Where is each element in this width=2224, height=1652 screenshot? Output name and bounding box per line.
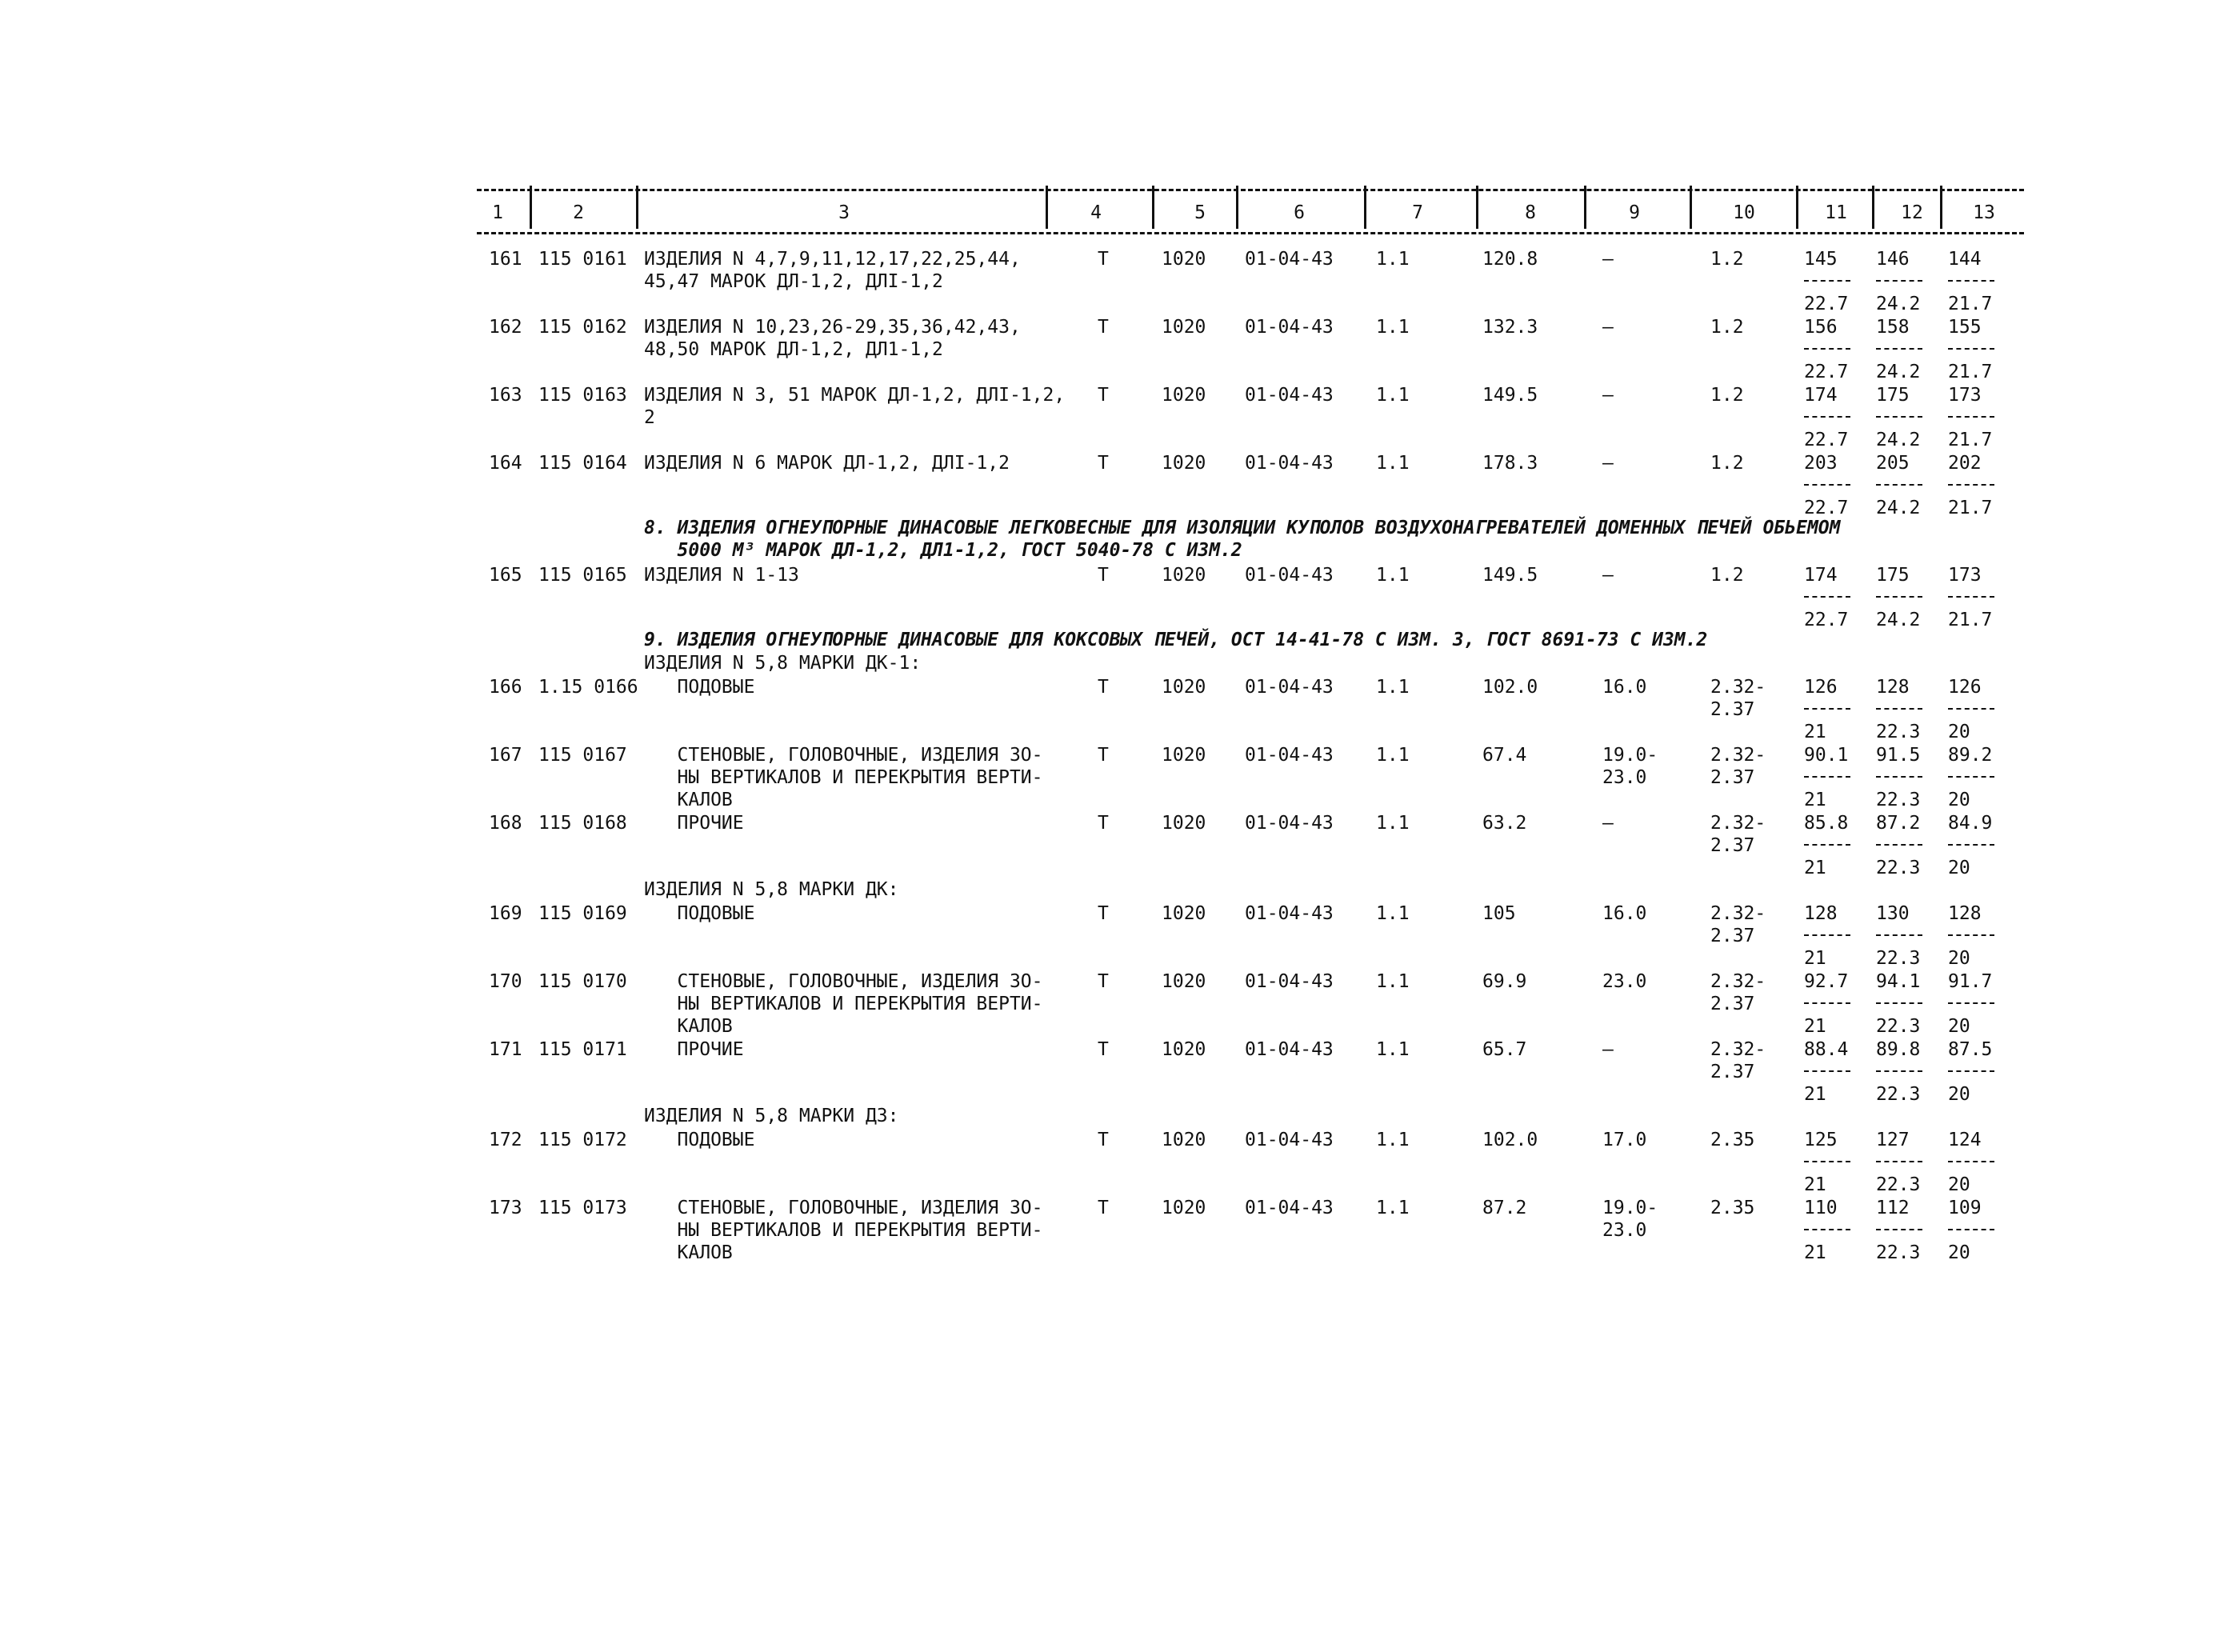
c13-denominator: 20: [1948, 1242, 1970, 1263]
col7-cell: 1.1: [1376, 903, 1410, 924]
c13-denominator: 21.7: [1948, 498, 1993, 518]
fraction-rule: [1948, 1161, 1994, 1162]
col7-cell: 1.1: [1376, 249, 1410, 270]
unit-cell: Т: [1098, 813, 1109, 834]
col7-cell: 1.1: [1376, 565, 1410, 586]
col5-cell: 1020: [1162, 1198, 1206, 1218]
fraction-rule: [1948, 1229, 1994, 1230]
fraction-rule: [1804, 596, 1850, 598]
row-number: 172: [489, 1130, 522, 1150]
c11-denominator: 22.7: [1804, 498, 1849, 518]
price-cell: 102.0: [1482, 677, 1538, 698]
fraction-rule: [1876, 1002, 1922, 1004]
column-header: 5: [1194, 202, 1206, 223]
c12-numerator: 127: [1876, 1130, 1910, 1150]
col10-cell: 2.37: [1710, 767, 1755, 788]
col7-cell: 1.1: [1376, 1198, 1410, 1218]
item-description: 45,47 МАРОК ДЛ-1,2, ДЛI-1,2: [644, 271, 943, 292]
price-cell: 69.9: [1482, 971, 1527, 992]
fraction-rule: [1948, 348, 1994, 350]
fraction-rule: [1876, 484, 1922, 486]
c12-denominator: 24.2: [1876, 430, 1921, 450]
item-description: ПОДОВЫЕ: [644, 677, 755, 698]
c12-numerator: 205: [1876, 453, 1910, 474]
col9-cell: 23.0: [1602, 767, 1647, 788]
col9-cell: –: [1602, 317, 1614, 338]
fraction-rule: [1948, 776, 1994, 778]
fraction-rule: [1876, 844, 1922, 846]
c12-denominator: 22.3: [1876, 1016, 1921, 1037]
c12-numerator: 94.1: [1876, 971, 1921, 992]
c12-denominator: 22.3: [1876, 858, 1921, 878]
fraction-rule: [1804, 776, 1850, 778]
fraction-rule: [1948, 934, 1994, 936]
c11-denominator: 22.7: [1804, 294, 1849, 314]
unit-cell: Т: [1098, 317, 1109, 338]
unit-cell: Т: [1098, 453, 1109, 474]
fraction-rule: [1948, 844, 1994, 846]
fraction-rule: [1804, 416, 1850, 418]
item-code: 115 0164: [538, 453, 627, 474]
item-description: ИЗДЕЛИЯ N 6 МАРОК ДЛ-1,2, ДЛI-1,2: [644, 453, 1010, 474]
unit-cell: Т: [1098, 565, 1109, 586]
c13-numerator: 89.2: [1948, 745, 1993, 766]
col10-cell: 1.2: [1710, 385, 1744, 406]
c12-denominator: 24.2: [1876, 294, 1921, 314]
column-header: 10: [1733, 202, 1755, 223]
fraction-rule: [1876, 596, 1922, 598]
item-description: КАЛОВ: [644, 1242, 733, 1263]
item-description: СТЕНОВЫЕ, ГОЛОВОЧНЫЕ, ИЗДЕЛИЯ ЗО-: [644, 745, 1043, 766]
row-number: 171: [489, 1039, 522, 1060]
col7-cell: 1.1: [1376, 385, 1410, 406]
item-code: 115 0167: [538, 745, 627, 766]
group-subheading: ИЗДЕЛИЯ N 5,8 МАРКИ ДЗ:: [644, 1106, 899, 1126]
c13-denominator: 20: [1948, 722, 1970, 742]
fraction-rule: [1804, 484, 1850, 486]
unit-cell: Т: [1098, 971, 1109, 992]
col5-cell: 1020: [1162, 971, 1206, 992]
item-description: КАЛОВ: [644, 1016, 733, 1037]
unit-cell: Т: [1098, 385, 1109, 406]
fraction-rule: [1948, 1070, 1994, 1072]
item-code: 115 0171: [538, 1039, 627, 1060]
item-description: ПРОЧИЕ: [644, 813, 744, 834]
col10-cell: 2.37: [1710, 699, 1755, 720]
fraction-rule: [1804, 280, 1850, 282]
price-cell: 178.3: [1482, 453, 1538, 474]
c13-denominator: 20: [1948, 858, 1970, 878]
column-header: 13: [1973, 202, 1995, 223]
c12-denominator: 24.2: [1876, 498, 1921, 518]
item-description: СТЕНОВЫЕ, ГОЛОВОЧНЫЕ, ИЗДЕЛИЯ ЗО-: [644, 971, 1043, 992]
col10-cell: 2.37: [1710, 1062, 1755, 1082]
unit-cell: Т: [1098, 249, 1109, 270]
row-number: 168: [489, 813, 522, 834]
c13-numerator: 91.7: [1948, 971, 1993, 992]
col7-cell: 1.1: [1376, 453, 1410, 474]
row-number: 164: [489, 453, 522, 474]
col10-cell: 2.35: [1710, 1198, 1755, 1218]
column-header: 6: [1294, 202, 1305, 223]
c11-numerator: 174: [1804, 385, 1838, 406]
c11-denominator: 21: [1804, 1242, 1826, 1263]
col7-cell: 1.1: [1376, 1130, 1410, 1150]
fraction-rule: [1876, 416, 1922, 418]
header-separator: [530, 186, 532, 229]
col10-cell: 1.2: [1710, 453, 1744, 474]
c13-numerator: 155: [1948, 317, 1982, 338]
c11-numerator: 85.8: [1804, 813, 1849, 834]
group-subheading: ИЗДЕЛИЯ N 5,8 МАРКИ ДК-1:: [644, 653, 922, 674]
c13-denominator: 21.7: [1948, 430, 1993, 450]
section-heading: 5000 М³ МАРОК ДЛ-1,2, ДЛ1-1,2, ГОСТ 5040-78 С ИЗМ.2: [644, 540, 1242, 561]
price-cell: 132.3: [1482, 317, 1538, 338]
item-code: 1.15 0166: [538, 677, 638, 698]
col5-cell: 1020: [1162, 385, 1206, 406]
header-separator: [1152, 186, 1154, 229]
c12-numerator: 130: [1876, 903, 1910, 924]
item-code: 115 0172: [538, 1130, 627, 1150]
c11-denominator: 21: [1804, 1084, 1826, 1105]
col7-cell: 1.1: [1376, 745, 1410, 766]
c12-denominator: 24.2: [1876, 610, 1921, 630]
fraction-rule: [1804, 1070, 1850, 1072]
col10-cell: 2.32-: [1710, 813, 1766, 834]
c11-denominator: 21: [1804, 948, 1826, 969]
fraction-rule: [1804, 934, 1850, 936]
item-description: ПОДОВЫЕ: [644, 1130, 755, 1150]
c11-denominator: 21: [1804, 1174, 1826, 1195]
c11-denominator: 21: [1804, 790, 1826, 810]
col10-cell: 2.37: [1710, 835, 1755, 856]
col7-cell: 1.1: [1376, 1039, 1410, 1060]
c13-numerator: 124: [1948, 1130, 1982, 1150]
col9-cell: 19.0-: [1602, 1198, 1658, 1218]
row-number: 166: [489, 677, 522, 698]
c11-denominator: 22.7: [1804, 610, 1849, 630]
col6-cell: 01-04-43: [1245, 677, 1334, 698]
item-description: 2: [644, 407, 655, 428]
c13-numerator: 173: [1948, 565, 1982, 586]
c12-denominator: 22.3: [1876, 790, 1921, 810]
row-number: 167: [489, 745, 522, 766]
price-cell: 149.5: [1482, 385, 1538, 406]
c11-numerator: 126: [1804, 677, 1838, 698]
c13-numerator: 128: [1948, 903, 1982, 924]
c12-denominator: 22.3: [1876, 948, 1921, 969]
column-header: 4: [1090, 202, 1102, 223]
fraction-rule: [1948, 416, 1994, 418]
item-description: НЫ ВЕРТИКАЛОВ И ПЕРЕКРЫТИЯ ВЕРТИ-: [644, 1220, 1043, 1241]
row-number: 170: [489, 971, 522, 992]
col9-cell: 23.0: [1602, 971, 1647, 992]
fraction-rule: [1876, 1070, 1922, 1072]
fraction-rule: [1804, 708, 1850, 710]
col10-cell: 2.32-: [1710, 903, 1766, 924]
fraction-rule: [1948, 484, 1994, 486]
c13-denominator: 20: [1948, 790, 1970, 810]
header-separator: [1690, 186, 1692, 229]
col5-cell: 1020: [1162, 813, 1206, 834]
c11-numerator: 125: [1804, 1130, 1838, 1150]
c13-numerator: 202: [1948, 453, 1982, 474]
c13-numerator: 144: [1948, 249, 1982, 270]
price-cell: 87.2: [1482, 1198, 1527, 1218]
c12-denominator: 22.3: [1876, 1084, 1921, 1105]
row-number: 173: [489, 1198, 522, 1218]
c11-numerator: 90.1: [1804, 745, 1849, 766]
c12-denominator: 22.3: [1876, 722, 1921, 742]
item-description: НЫ ВЕРТИКАЛОВ И ПЕРЕКРЫТИЯ ВЕРТИ-: [644, 994, 1043, 1014]
item-description: СТЕНОВЫЕ, ГОЛОВОЧНЫЕ, ИЗДЕЛИЯ ЗО-: [644, 1198, 1043, 1218]
col5-cell: 1020: [1162, 677, 1206, 698]
item-description: НЫ ВЕРТИКАЛОВ И ПЕРЕКРЫТИЯ ВЕРТИ-: [644, 767, 1043, 788]
item-code: 115 0169: [538, 903, 627, 924]
c11-numerator: 203: [1804, 453, 1838, 474]
column-header: 11: [1825, 202, 1847, 223]
c13-numerator: 109: [1948, 1198, 1982, 1218]
c12-numerator: 128: [1876, 677, 1910, 698]
header-separator: [1364, 186, 1366, 229]
column-header: 12: [1901, 202, 1923, 223]
fraction-rule: [1804, 1161, 1850, 1162]
col10-cell: 2.32-: [1710, 1039, 1766, 1060]
column-header: 7: [1412, 202, 1423, 223]
fraction-rule: [1876, 1229, 1922, 1230]
c12-numerator: 91.5: [1876, 745, 1921, 766]
c11-numerator: 174: [1804, 565, 1838, 586]
col5-cell: 1020: [1162, 453, 1206, 474]
c12-numerator: 146: [1876, 249, 1910, 270]
col9-cell: 16.0: [1602, 903, 1647, 924]
c12-numerator: 89.8: [1876, 1039, 1921, 1060]
c12-numerator: 87.2: [1876, 813, 1921, 834]
fraction-rule: [1948, 708, 1994, 710]
col6-cell: 01-04-43: [1245, 565, 1334, 586]
section-heading: 8. ИЗДЕЛИЯ ОГНЕУПОРНЫЕ ДИНАСОВЫЕ ЛЕГКОВЕСНЫЕ ДЛЯ ИЗОЛЯЦИИ КУПОЛОВ ВОЗДУХОНАГРЕВАТЕЛЕЙ ДОМЕННЫХ ПЕЧЕЙ ОБЬЕМОМ: [644, 518, 1841, 538]
c11-numerator: 128: [1804, 903, 1838, 924]
fraction-rule: [1876, 348, 1922, 350]
c11-numerator: 88.4: [1804, 1039, 1849, 1060]
col6-cell: 01-04-43: [1245, 317, 1334, 338]
c11-denominator: 21: [1804, 1016, 1826, 1037]
row-number: 162: [489, 317, 522, 338]
fraction-rule: [1876, 934, 1922, 936]
fraction-rule: [1804, 844, 1850, 846]
fraction-rule: [1876, 708, 1922, 710]
col7-cell: 1.1: [1376, 677, 1410, 698]
column-header: 1: [492, 202, 503, 223]
fraction-rule: [1876, 776, 1922, 778]
unit-cell: Т: [1098, 677, 1109, 698]
item-description: ИЗДЕЛИЯ N 1-13: [644, 565, 799, 586]
price-cell: 65.7: [1482, 1039, 1527, 1060]
header-bottom-rule: [477, 232, 2024, 234]
col6-cell: 01-04-43: [1245, 249, 1334, 270]
column-header: 2: [573, 202, 584, 223]
col9-cell: –: [1602, 813, 1614, 834]
c13-denominator: 21.7: [1948, 294, 1993, 314]
unit-cell: Т: [1098, 1130, 1109, 1150]
fraction-rule: [1804, 1229, 1850, 1230]
header-separator: [1236, 186, 1238, 229]
price-cell: 63.2: [1482, 813, 1527, 834]
col6-cell: 01-04-43: [1245, 1130, 1334, 1150]
item-code: 115 0161: [538, 249, 627, 270]
c12-numerator: 175: [1876, 385, 1910, 406]
item-code: 115 0168: [538, 813, 627, 834]
col9-cell: –: [1602, 453, 1614, 474]
col5-cell: 1020: [1162, 317, 1206, 338]
item-description: 48,50 МАРОК ДЛ-1,2, ДЛ1-1,2: [644, 339, 943, 360]
row-number: 165: [489, 565, 522, 586]
c13-denominator: 20: [1948, 1174, 1970, 1195]
c13-numerator: 84.9: [1948, 813, 1993, 834]
c12-denominator: 22.3: [1876, 1174, 1921, 1195]
unit-cell: Т: [1098, 745, 1109, 766]
column-header: 3: [838, 202, 850, 223]
col10-cell: 2.37: [1710, 926, 1755, 946]
row-number: 163: [489, 385, 522, 406]
col9-cell: –: [1602, 385, 1614, 406]
col6-cell: 01-04-43: [1245, 1198, 1334, 1218]
c11-numerator: 145: [1804, 249, 1838, 270]
price-cell: 105: [1482, 903, 1516, 924]
col9-cell: 19.0-: [1602, 745, 1658, 766]
fraction-rule: [1804, 1002, 1850, 1004]
item-code: 115 0163: [538, 385, 627, 406]
col9-cell: –: [1602, 565, 1614, 586]
c12-numerator: 158: [1876, 317, 1910, 338]
unit-cell: Т: [1098, 1198, 1109, 1218]
c12-denominator: 22.3: [1876, 1242, 1921, 1263]
row-number: 161: [489, 249, 522, 270]
unit-cell: Т: [1098, 1039, 1109, 1060]
col10-cell: 1.2: [1710, 249, 1744, 270]
header-separator: [1872, 186, 1874, 229]
col9-cell: 16.0: [1602, 677, 1647, 698]
c12-numerator: 112: [1876, 1198, 1910, 1218]
c12-denominator: 24.2: [1876, 362, 1921, 382]
c13-denominator: 20: [1948, 1084, 1970, 1105]
c13-denominator: 20: [1948, 948, 1970, 969]
col7-cell: 1.1: [1376, 813, 1410, 834]
price-cell: 120.8: [1482, 249, 1538, 270]
col9-cell: –: [1602, 1039, 1614, 1060]
header-separator: [1476, 186, 1478, 229]
col5-cell: 1020: [1162, 249, 1206, 270]
c11-numerator: 110: [1804, 1198, 1838, 1218]
c13-numerator: 87.5: [1948, 1039, 1993, 1060]
row-number: 169: [489, 903, 522, 924]
col10-cell: 2.35: [1710, 1130, 1755, 1150]
c11-denominator: 22.7: [1804, 430, 1849, 450]
c11-numerator: 156: [1804, 317, 1838, 338]
c11-denominator: 21: [1804, 858, 1826, 878]
col6-cell: 01-04-43: [1245, 1039, 1334, 1060]
col10-cell: 1.2: [1710, 565, 1744, 586]
col5-cell: 1020: [1162, 1130, 1206, 1150]
col9-cell: –: [1602, 249, 1614, 270]
header-separator: [1796, 186, 1798, 229]
c11-numerator: 92.7: [1804, 971, 1849, 992]
col7-cell: 1.1: [1376, 971, 1410, 992]
item-code: 115 0162: [538, 317, 627, 338]
c13-denominator: 21.7: [1948, 362, 1993, 382]
c11-denominator: 22.7: [1804, 362, 1849, 382]
fraction-rule: [1948, 1002, 1994, 1004]
item-description: ПОДОВЫЕ: [644, 903, 755, 924]
col10-cell: 2.37: [1710, 994, 1755, 1014]
item-description: ИЗДЕЛИЯ N 10,23,26-29,35,36,42,43,: [644, 317, 1021, 338]
item-description: ИЗДЕЛИЯ N 3, 51 МАРОК ДЛ-1,2, ДЛI-1,2,: [644, 385, 1066, 406]
item-description: ИЗДЕЛИЯ N 4,7,9,11,12,17,22,25,44,: [644, 249, 1021, 270]
col6-cell: 01-04-43: [1245, 971, 1334, 992]
price-cell: 149.5: [1482, 565, 1538, 586]
table-top-rule: [477, 189, 2024, 191]
c13-denominator: 20: [1948, 1016, 1970, 1037]
column-header: 8: [1525, 202, 1536, 223]
c11-denominator: 21: [1804, 722, 1826, 742]
fraction-rule: [1948, 280, 1994, 282]
col6-cell: 01-04-43: [1245, 903, 1334, 924]
col5-cell: 1020: [1162, 1039, 1206, 1060]
col9-cell: 23.0: [1602, 1220, 1647, 1241]
fraction-rule: [1948, 596, 1994, 598]
col5-cell: 1020: [1162, 903, 1206, 924]
col6-cell: 01-04-43: [1245, 453, 1334, 474]
col10-cell: 1.2: [1710, 317, 1744, 338]
c13-numerator: 173: [1948, 385, 1982, 406]
col7-cell: 1.1: [1376, 317, 1410, 338]
item-description: КАЛОВ: [644, 790, 733, 810]
item-code: 115 0170: [538, 971, 627, 992]
header-separator: [636, 186, 638, 229]
col10-cell: 2.32-: [1710, 677, 1766, 698]
column-header: 9: [1629, 202, 1640, 223]
item-description: ПРОЧИЕ: [644, 1039, 744, 1060]
col6-cell: 01-04-43: [1245, 813, 1334, 834]
section-heading: 9. ИЗДЕЛИЯ ОГНЕУПОРНЫЕ ДИНАСОВЫЕ ДЛЯ КОКСОВЫХ ПЕЧЕЙ, ОСТ 14-41-78 С ИЗМ. 3, ГОСТ 8691-73 С ИЗМ.2: [644, 630, 1708, 650]
price-cell: 67.4: [1482, 745, 1527, 766]
group-subheading: ИЗДЕЛИЯ N 5,8 МАРКИ ДК:: [644, 879, 899, 900]
col5-cell: 1020: [1162, 745, 1206, 766]
c13-denominator: 21.7: [1948, 610, 1993, 630]
col6-cell: 01-04-43: [1245, 745, 1334, 766]
col5-cell: 1020: [1162, 565, 1206, 586]
fraction-rule: [1876, 1161, 1922, 1162]
unit-cell: Т: [1098, 903, 1109, 924]
header-separator: [1046, 186, 1048, 229]
item-code: 115 0173: [538, 1198, 627, 1218]
item-code: 115 0165: [538, 565, 627, 586]
price-cell: 102.0: [1482, 1130, 1538, 1150]
col9-cell: 17.0: [1602, 1130, 1647, 1150]
col6-cell: 01-04-43: [1245, 385, 1334, 406]
fraction-rule: [1804, 348, 1850, 350]
header-separator: [1940, 186, 1942, 229]
fraction-rule: [1876, 280, 1922, 282]
header-separator: [1584, 186, 1586, 229]
c13-numerator: 126: [1948, 677, 1982, 698]
col10-cell: 2.32-: [1710, 971, 1766, 992]
c12-numerator: 175: [1876, 565, 1910, 586]
col10-cell: 2.32-: [1710, 745, 1766, 766]
